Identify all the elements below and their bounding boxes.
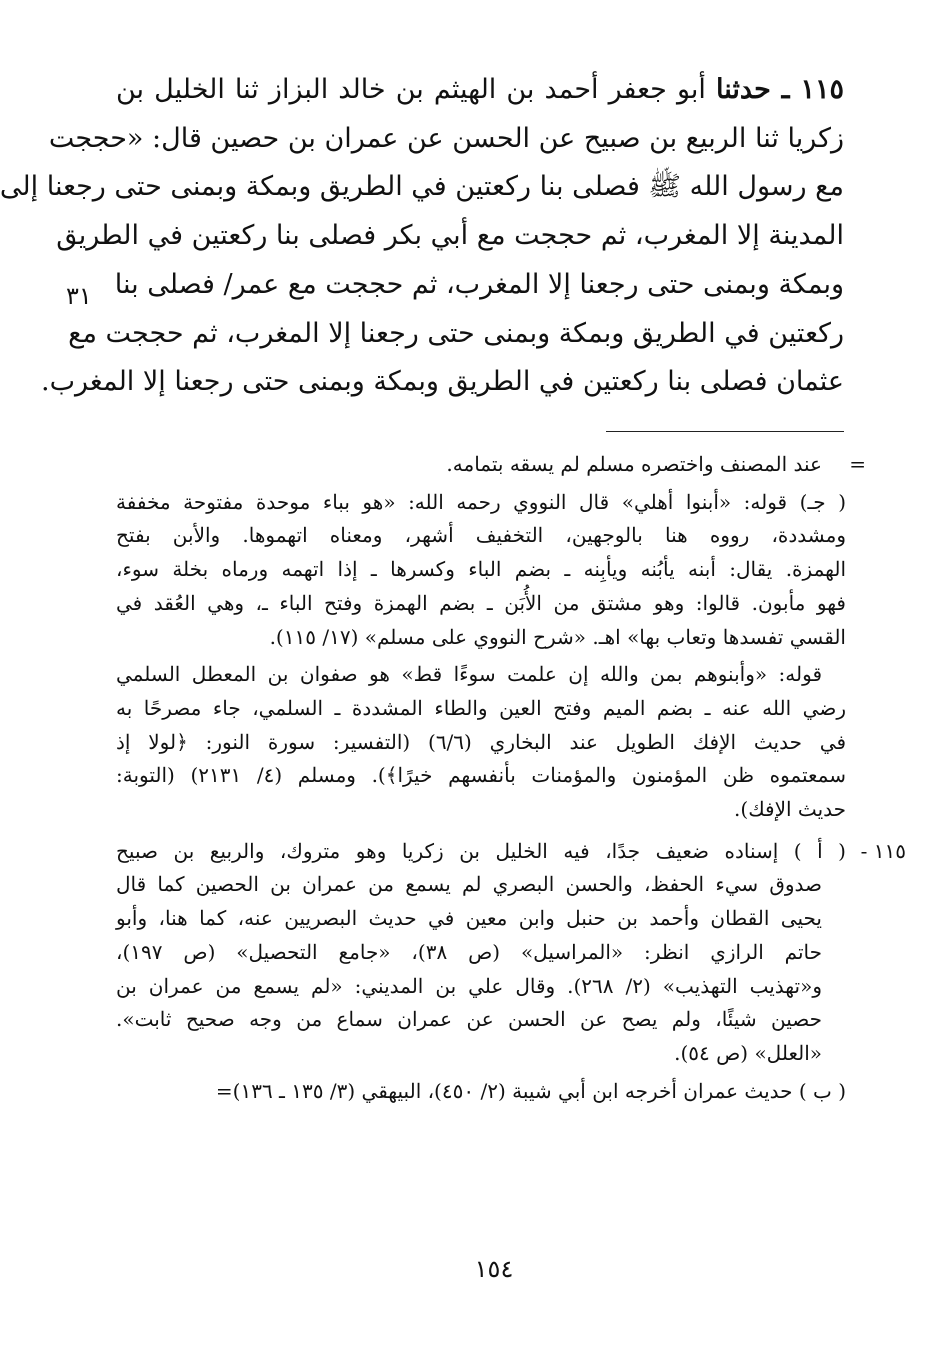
footnote-line: فهو مأبون. قالوا: وهو مشتق من الأُبَن ـ بضم الهمزة وفتح الباء ـ، وهي العُقد في: [116, 590, 846, 615]
footnote-line: الهمزة. يقال: أبنه يأبُنه ويأبِنه ـ بضم الباء وكسرها ـ إذا اتهمه ورماه بخلة سوء،: [116, 557, 846, 582]
footnote-line: القسي تفسدها وتعاب بها» اهـ. «شرح النووي على مسلم» (١٧/ ١١٥).: [269, 624, 846, 649]
footnote-line: «العلل» (ص ٥٤).: [674, 1040, 822, 1065]
page-number: ١٥٤: [474, 1255, 514, 1283]
footnote-line: حصين شيئًا، ولم يصح عن الحسن عن عمران سماع من وجه صحيح ثابت».: [116, 1007, 822, 1032]
footnote-number: ١١٥ -: [860, 838, 906, 863]
footnote-line: سمعتموه ظن المؤمنون والمؤمنات بأنفسهم خيرًا﴾). ومسلم (٤/ ٢١٣١) (التوبة:: [116, 763, 846, 788]
footnote-line: حاتم الرازي انظر: «المراسيل» (ص ٣٨)، «جامع التحصيل» (ص ١٩٧)،: [116, 939, 823, 964]
main-line-3: مع رسول الله ﷺ فصلى بنا ركعتين في الطريق وبمكة وبمنى حتى رجعنا إلى: [0, 171, 844, 203]
footnote-line: ومشددة، رووه هنا بالوجهين، التخفيف أشهر، ومعناه اتهموها. والأبن بفتح: [116, 523, 847, 548]
footnote-115: [116, 835, 906, 1071]
main-line-1: ١١٥ ـ حدثنا أبو جعفر أحمد بن الهيثم بن خالد البزاز ثنا الخليل بن: [116, 74, 844, 105]
main-line-2: زكريا ثنا الربيع بن صبيح عن الحسن عن عمران بن حصين قال: «حججت: [48, 122, 844, 154]
footnote-line: في حديث الإفك الطويل عند البخاري (٦/٦) (التفسير: سورة النور: ﴿لولا إذ: [116, 729, 847, 754]
footnote-line: عند المصنف واختصره مسلم لم يسقه بتمامه.: [446, 452, 822, 476]
footnote-jeem: [116, 486, 846, 655]
footnote-line: قوله: «وأبنوهم بمن والله إن علمت سوءًا قط» هو صفوان بن المعطل السلمي: [116, 662, 822, 687]
footnote-line: ( أ ) إسناده ضعيف جدًا، فيه الخليل بن زكريا وهو متروك، والربيع بن صبيح: [116, 838, 846, 863]
main-line-4: المدينة إلا المغرب، ثم حججت مع أبي بكر فصلى بنا ركعتين في الطريق: [56, 220, 844, 252]
footnote-line: و«تهذيب التهذيب» (٢/ ٢٦٨). وقال علي بن المديني: «لم يسمع من عمران بن: [116, 973, 822, 998]
manuscript-folio-number: ٣١: [66, 282, 92, 310]
footnote-line: ( ب ) حديث عمران أخرجه ابن أبي شيبة (٢/ ٤٥٠)، البيهقي (٣/ ١٣٥ ـ ١٣٦)=: [215, 1078, 846, 1103]
main-line-6: ركعتين في الطريق وبمكة وبمنى حتى رجعنا إلا المغرب، ثم حججت مع: [68, 317, 844, 349]
footnote-ba: [116, 1075, 846, 1109]
footnote-line: ( جـ) قوله: «أبنوا أهلي» قال النووي رحمه الله: «هو بباء موحدة مفتوحة مخففة: [116, 489, 846, 514]
footnote-qawluhu: [116, 658, 846, 827]
hadith-heading: ١١٥ ـ حدثنا: [716, 74, 844, 105]
footnote-line: حديث الإفك).: [734, 797, 846, 822]
footnote-line: رضي الله عنه ـ بضم الميم وفتح العين والطاء المشددة ـ السلمي، جاء مصرحًا به: [116, 695, 846, 720]
continuation-marker: =: [849, 452, 866, 476]
footnote-separator: [606, 431, 844, 432]
footnotes: [116, 448, 906, 1108]
main-line-5: وبمكة وبمنى حتى رجعنا إلا المغرب، ثم حججت مع عمر/ فصلى بنا: [114, 268, 844, 300]
footnote-line: يحيى القطان وأحمد بن حنبل وابن معين في حديث البصريين عنه، كما هنا، وأبو: [116, 906, 822, 931]
main-line-7: عثمان فصلى بنا ركعتين في الطريق وبمكة وبمنى حتى رجعنا إلا المغرب.: [41, 366, 844, 398]
footnote-continuation: [116, 448, 866, 482]
footnote-line: صدوق سيء الحفظ، والحسن البصري لم يسمع من عمران بن الحصين كما قال: [116, 872, 822, 897]
